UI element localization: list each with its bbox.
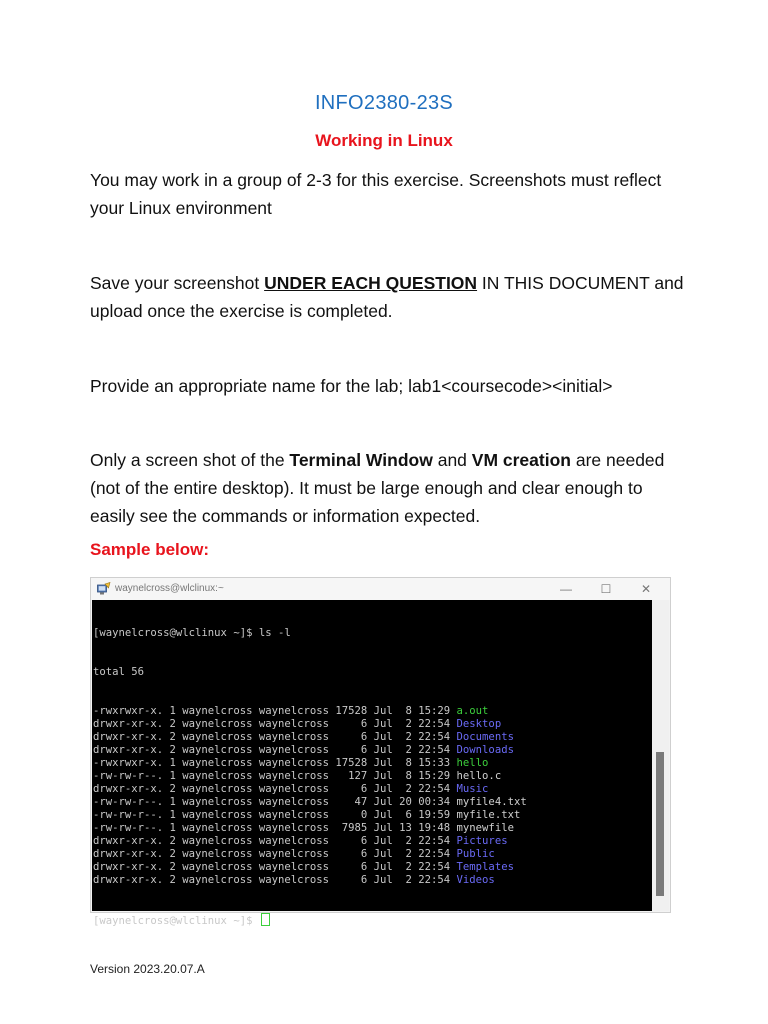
terminal-output <box>92 600 652 927</box>
terminal-listing-row <box>93 874 527 887</box>
terminal-listing-row <box>93 783 527 796</box>
terminal-listing-row <box>93 796 527 809</box>
terminal-listing-row <box>93 718 527 731</box>
terminal-listing <box>93 705 527 887</box>
terminal-scrollbar <box>652 600 669 911</box>
terminal-entry-meta: drwxr-xr-x. 2 waynelcross waynelcross 6 Jul 2 22:54 <box>93 744 457 756</box>
terminal-listing-row <box>93 809 527 822</box>
minimize-icon: — <box>560 582 572 596</box>
terminal-scrollbar-thumb <box>656 752 664 896</box>
terminal-entry-meta: -rw-rw-r--. 1 waynelcross waynelcross 47 Jul 20 00:34 <box>93 796 457 808</box>
terminal-listing-row <box>93 861 527 874</box>
close-icon: ✕ <box>640 582 652 596</box>
instruction-text: Only a screen shot of the <box>90 450 290 470</box>
sample-label: Sample below: <box>90 540 210 559</box>
terminal-entry-meta: -rw-rw-r--. 1 waynelcross waynelcross 0 Jul 6 19:59 <box>93 809 457 821</box>
document-subtitle: Working in Linux <box>315 131 453 150</box>
emphasis-terminal-window: Terminal Window <box>289 450 433 470</box>
version-footer: Version 2023.20.07.A <box>90 962 205 976</box>
terminal-entry-meta: drwxr-xr-x. 2 waynelcross waynelcross 6 Jul 2 22:54 <box>93 718 457 730</box>
terminal-entry-meta: drwxr-xr-x. 2 waynelcross waynelcross 6 Jul 2 22:54 <box>93 731 457 743</box>
maximize-icon: ☐ <box>600 582 612 596</box>
terminal-entry-name: myfile4.txt <box>456 796 527 808</box>
terminal-listing-row <box>93 848 527 861</box>
terminal-screenshot <box>90 577 671 927</box>
terminal-listing-row <box>93 770 527 783</box>
emphasis-under-each-question: UNDER EACH QUESTION <box>264 273 478 293</box>
terminal-entry-name: a.out <box>456 705 489 717</box>
terminal-entry-name: Documents <box>456 731 514 743</box>
terminal-app-icon <box>97 582 111 595</box>
instruction-lab-name: Provide an appropriate name for the lab; lab1<coursecode><initial> <box>90 376 613 396</box>
terminal-entry-name: Videos <box>456 874 495 886</box>
terminal-entry-meta: drwxr-xr-x. 2 waynelcross waynelcross 6 Jul 2 22:54 <box>93 874 457 886</box>
terminal-entry-name: Templates <box>456 861 514 873</box>
instruction-group-work: You may work in a group of 2-3 for this exercise. Screenshots must reflect your Linux environment <box>90 170 662 218</box>
instruction-save-screenshot <box>90 269 690 325</box>
terminal-entry-meta: drwxr-xr-x. 2 waynelcross waynelcross 6 Jul 2 22:54 <box>93 835 457 847</box>
terminal-entry-name: Desktop <box>456 718 502 730</box>
terminal-entry-meta: -rw-rw-r--. 1 waynelcross waynelcross 127 Jul 8 15:29 <box>93 770 457 782</box>
emphasis-vm-creation: VM creation <box>471 450 571 470</box>
terminal-entry-meta: drwxr-xr-x. 2 waynelcross waynelcross 6 Jul 2 22:54 <box>93 783 457 795</box>
terminal-entry-name: Music <box>456 783 489 795</box>
instruction-text: are needed (not of the entire desktop). It must be large enough and clear enough to easily see the commands or information expected. <box>90 450 665 526</box>
terminal-lines <box>93 601 527 952</box>
terminal-listing-row <box>93 822 527 835</box>
instruction-text: Save your screenshot <box>90 273 265 293</box>
terminal-final-prompt <box>93 913 527 926</box>
course-code-heading: INFO2380-23S <box>314 92 454 114</box>
instruction-text: and <box>432 450 472 470</box>
terminal-entry-meta: -rw-rw-r--. 1 waynelcross waynelcross 7985 Jul 13 19:48 <box>93 822 457 834</box>
terminal-listing-row <box>93 731 527 744</box>
terminal-entry-name: hello <box>456 757 489 769</box>
terminal-listing-row <box>93 744 527 757</box>
terminal-prompt-text: [waynelcross@wlclinux ~]$ <box>93 915 259 927</box>
terminal-entry-name: mynewfile <box>456 822 514 834</box>
terminal-titlebar <box>91 578 670 600</box>
terminal-entry-name: hello.c <box>456 770 502 782</box>
terminal-listing-row <box>93 835 527 848</box>
terminal-window-title: waynelcross@wlclinux:~ <box>115 583 224 594</box>
terminal-entry-meta: -rwxrwxr-x. 1 waynelcross waynelcross 17528 Jul 8 15:29 <box>93 705 457 717</box>
terminal-entry-meta: -rwxrwxr-x. 1 waynelcross waynelcross 17528 Jul 8 15:33 <box>93 757 457 769</box>
terminal-listing-row <box>93 705 527 718</box>
terminal-entry-name: myfile.txt <box>456 809 521 821</box>
terminal-entry-name: Public <box>456 848 495 860</box>
terminal-entry-name: Pictures <box>456 835 508 847</box>
instruction-terminal-window <box>90 446 690 530</box>
terminal-entry-name: Downloads <box>456 744 514 756</box>
terminal-entry-meta: drwxr-xr-x. 2 waynelcross waynelcross 6 Jul 2 22:54 <box>93 848 457 860</box>
terminal-cursor <box>261 913 270 926</box>
terminal-listing-row <box>93 757 527 770</box>
instruction-text: IN THIS DOCUMENT and upload once the exercise is completed. <box>90 273 684 321</box>
terminal-total-line: total 56 <box>93 666 145 678</box>
terminal-command-line: [waynelcross@wlclinux ~]$ ls -l <box>93 627 291 639</box>
terminal-entry-meta: drwxr-xr-x. 2 waynelcross waynelcross 6 Jul 2 22:54 <box>93 861 457 873</box>
